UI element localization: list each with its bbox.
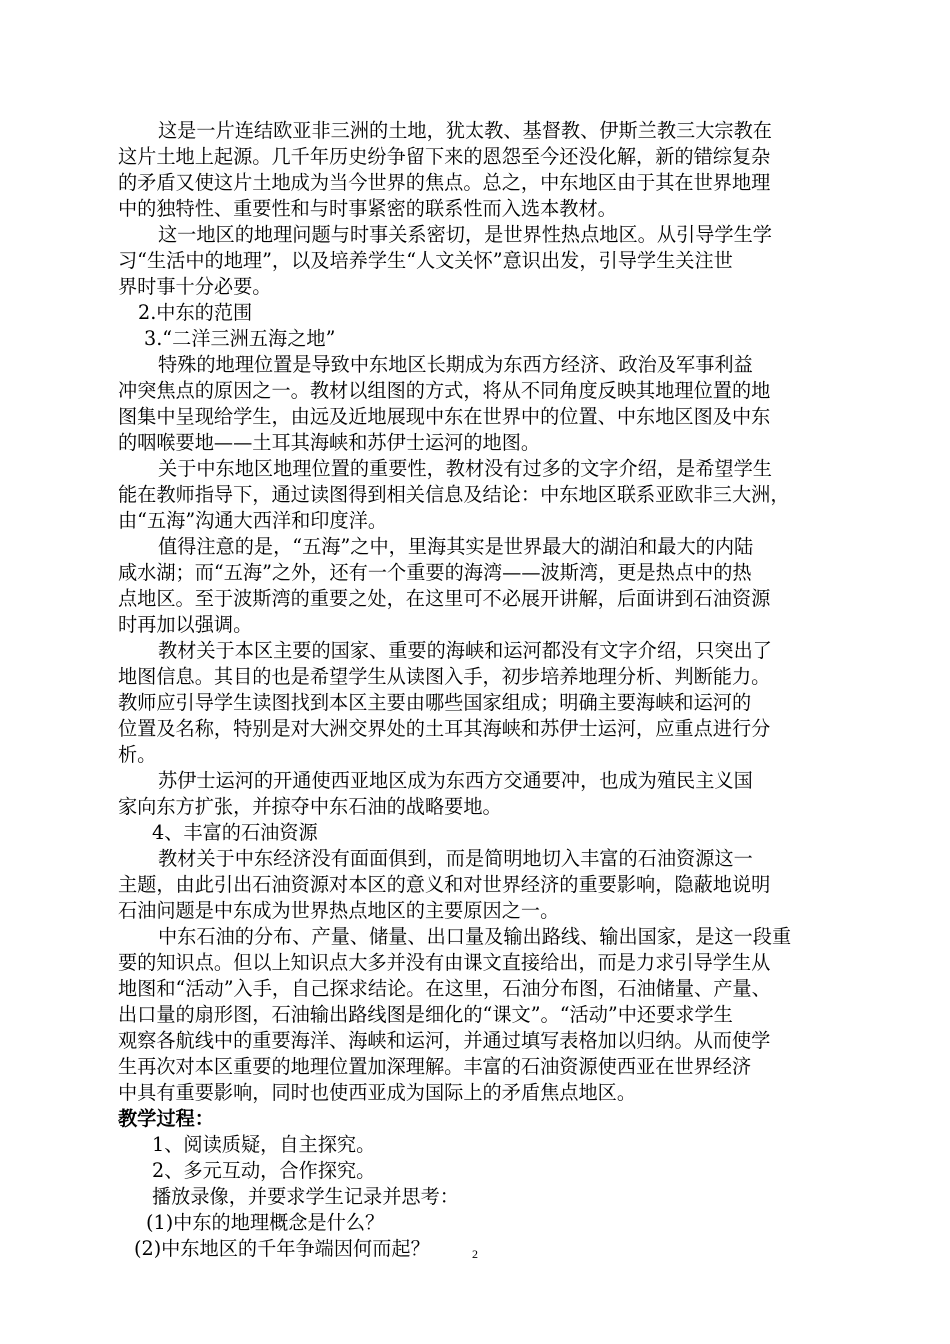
text-line: 观察各航线中的重要海洋、海峡和运河，并通过填写表格加以归纳。从而使学 [118, 1029, 771, 1052]
text-line: 地图和“活动”入手，自己探求结论。在这里，石油分布图，石油储量、产量、 [118, 977, 771, 1000]
teaching-process-heading: 教学过程： [118, 1107, 214, 1130]
text-line: 由“五海”沟通大西洋和印度洋。 [118, 509, 388, 532]
text-line: 值得注意的是，“五海”之中，里海其实是世界最大的湖泊和最大的内陆 [158, 535, 754, 558]
text-line: 的咽喉要地——土耳其海峡和苏伊士运河的地图。 [118, 431, 541, 454]
section-heading: 2.中东的范围 [138, 301, 253, 324]
text-line: 这一地区的地理问题与时事关系密切，是世界性热点地区。从引导学生学 [158, 223, 772, 246]
text-line: 教材关于中东经济没有面面俱到，而是简明地切入丰富的石油资源这一 [158, 847, 753, 870]
text-line: 咸水湖；而“五海”之外，还有一个重要的海湾——波斯湾，更是热点中的热 [118, 561, 752, 584]
text-line: 位置及名称，特别是对大洲交界处的土耳其海峡和苏伊士运河，应重点进行分 [118, 717, 771, 740]
text-line: 这片土地上起源。几千年历史纷争留下来的恩怨至今还没化解，新的错综复杂 [118, 145, 771, 168]
text-line: 地图信息。其目的也是希望学生从读图入手，初步培养地理分析、判断能力。 [118, 665, 771, 688]
question-item: (1)中东的地理概念是什么？ [146, 1211, 385, 1234]
list-item: 1、阅读质疑，自主探究。 [152, 1133, 376, 1156]
question-item: (2)中东地区的千年争端因何而起？ [134, 1237, 430, 1260]
text-line: 中的独特性、重要性和与时事紧密的联系性而入选本教材。 [118, 197, 617, 220]
text-line: 中东石油的分布、产量、储量、出口量及输出路线、输出国家，是这一段重 [158, 925, 792, 948]
text-line: 家向东方扩张，并掠夺中东石油的战略要地。 [118, 795, 502, 818]
section-heading: 4、丰富的石油资源 [152, 821, 318, 844]
text-line: 这是一片连结欧亚非三洲的土地，犹太教、基督教、伊斯兰教三大宗教在 [158, 119, 772, 142]
list-item: 2、多元互动，合作探究。 [152, 1159, 376, 1182]
text-line: 图集中呈现给学生，由远及近地展现中东在世界中的位置、中东地区图及中东 [118, 405, 771, 428]
text-line: 点地区。至于波斯湾的重要之处，在这里可不必展开讲解，后面讲到石油资源 [118, 587, 771, 610]
text-line: 石油问题是中东成为世界热点地区的主要原因之一。 [118, 899, 560, 922]
text-line: 教师应引导学生读图找到本区主要由哪些国家组成；明确主要海峡和运河的 [118, 691, 752, 714]
text-line: 习“生活中的地理”，以及培养学生“人文关怀”意识出发，引导学生关注世 [118, 249, 733, 272]
text-line: 教材关于本区主要的国家、重要的海峡和运河都没有文字介绍，只突出了 [158, 639, 772, 662]
text-line: 界时事十分必要。 [118, 275, 272, 298]
text-line: 的矛盾又使这片土地成为当今世界的焦点。总之，中东地区由于其在世界地理 [118, 171, 771, 194]
text-line: 主题，由此引出石油资源对本区的意义和对世界经济的重要影响，隐蔽地说明 [118, 873, 771, 896]
text-line: 苏伊士运河的开通使西亚地区成为东西方交通要冲，也成为殖民主义国 [158, 769, 753, 792]
text-line: 要的知识点。但以上知识点大多并没有由课文直接给出，而是力求引导学生从 [118, 951, 771, 974]
text-line: 出口量的扇形图，石油输出路线图是细化的“课文”。“活动”中还要求学生 [118, 1003, 733, 1026]
document-body [118, 118, 863, 1262]
text-line: 播放录像，并要求学生记录并思考： [152, 1185, 459, 1208]
section-heading: 3.“二洋三洲五海之地” [144, 327, 336, 350]
text-line: 析。 [118, 743, 157, 766]
text-line: 冲突焦点的原因之一。教材以组图的方式，将从不同角度反映其地理位置的地 [118, 379, 771, 402]
text-line: 能在教师指导下，通过读图得到相关信息及结论：中东地区联系亚欧非三大洲， [118, 483, 790, 506]
text-line: 生再次对本区重要的地理位置加深理解。丰富的石油资源使西亚在世界经济 [118, 1055, 752, 1078]
text-line: 中具有重要影响，同时也使西亚成为国际上的矛盾焦点地区。 [118, 1081, 637, 1104]
text-line: 特殊的地理位置是导致中东地区长期成为东西方经济、政治及军事利益 [158, 353, 753, 376]
text-line: 关于中东地区地理位置的重要性，教材没有过多的文字介绍，是希望学生 [158, 457, 772, 480]
text-line: 时再加以强调。 [118, 613, 253, 636]
page-number: 2 [472, 1247, 478, 1261]
